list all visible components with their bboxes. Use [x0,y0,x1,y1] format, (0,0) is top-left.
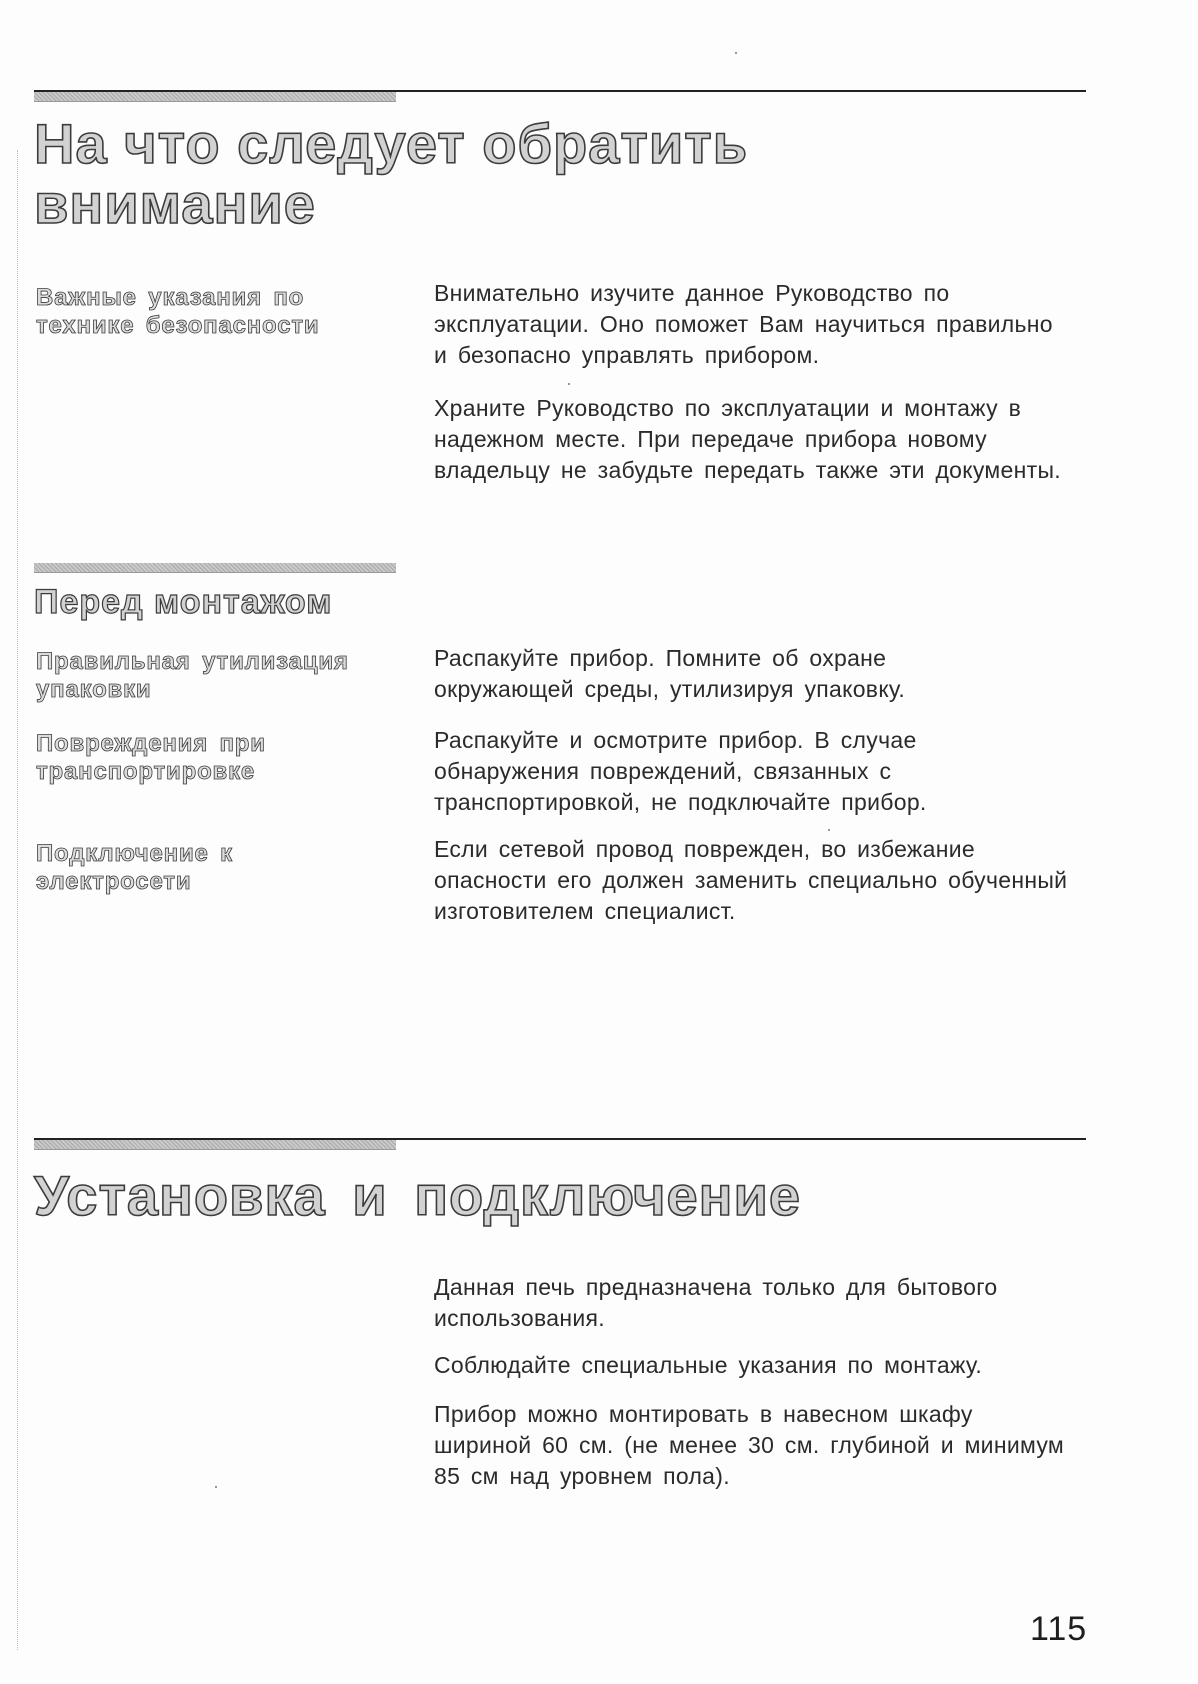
scan-edge [17,150,18,1650]
side-label-safety: Важные указания по технике безопасности [36,284,320,339]
scan-speck [215,1486,217,1488]
paragraph-transport-damage: Распакуйте и осмотрите прибор. В случае обнаружения повреждений, связанных с транспортировкой, не подключайте прибор. [434,727,927,815]
section-heading-bar [34,563,396,573]
section-heading-bar [34,92,396,102]
section-heading-bar [34,1140,396,1150]
side-label-power-connection: Подключение к электросети [36,840,233,895]
paragraph-read-manual: Внимательно изучите данное Руководство по эксплуатации. Оно поможет Вам научиться правильно и безопасно управлять прибором. [434,280,1053,368]
scan-speck [568,383,570,385]
paragraph-power-cord: Если сетевой провод поврежден, во избежание опасности его должен заменить специально обученный изготовителем специалист. [434,836,1068,924]
section-title-installation: Установка и подключение [34,1164,802,1227]
section-title-before-installation: Перед монтажом [34,583,333,621]
section-title-line: На что следует обратить [34,112,749,175]
paragraph-packaging: Распакуйте прибор. Помните об охране окружающей среды, утилизируя упаковку. [434,645,906,702]
paragraph-installation-instructions: Соблюдайте специальные указания по монтажу. [434,1352,983,1378]
section-title-attention [34,114,748,235]
page-number: 115 [1030,1610,1088,1648]
scan-speck [828,829,830,831]
paragraph-household-use: Данная печь предназначена только для бытового использования. [434,1274,998,1331]
side-label-packaging: Правильная утилизация упаковки [36,648,349,703]
section-title-line: внимание [34,172,316,236]
paragraph-cabinet-mounting: Прибор можно монтировать в навесном шкафу шириной 60 см. (не менее 30 см. глубиной и минимум 85 см над уровнем пола). [434,1401,1065,1489]
paragraph-keep-manual: Храните Руководство по эксплуатации и монтажу в надежном месте. При передаче прибора новому владельцу не забудьте передать также эти документы. [434,395,1061,483]
scan-speck [735,52,737,54]
side-label-transport-damage: Повреждения при транспортировке [36,730,266,785]
